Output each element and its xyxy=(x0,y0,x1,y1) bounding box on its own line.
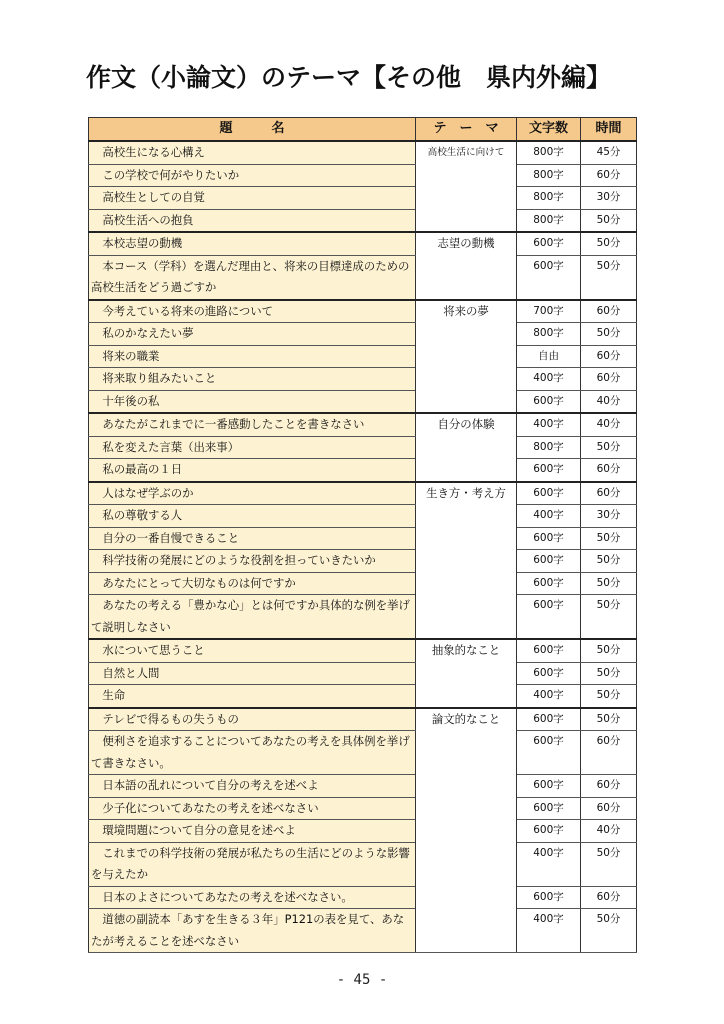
char-count-cell: 600字 xyxy=(517,459,581,482)
table-row xyxy=(89,527,637,550)
time-limit-cell: 60分 xyxy=(581,368,637,391)
table-row xyxy=(89,505,637,528)
theme-category-cell: 論文的なこと xyxy=(416,708,517,953)
theme-title-cell: 道徳の副読本「あすを生きる３年」P121の表を見て、あなたが考えることを述べなさい xyxy=(89,909,416,953)
time-limit-cell: 50分 xyxy=(581,572,637,595)
table-row xyxy=(89,209,637,232)
table-row xyxy=(89,345,637,368)
time-limit-cell: 40分 xyxy=(581,413,637,436)
time-limit-cell: 60分 xyxy=(581,459,637,482)
table-body xyxy=(89,141,637,953)
char-count-cell: 600字 xyxy=(517,255,581,300)
char-count-cell: 600字 xyxy=(517,550,581,573)
table-row xyxy=(89,436,637,459)
theme-title-cell: テレビで得るもの失うもの xyxy=(89,708,416,731)
table-row xyxy=(89,390,637,413)
time-limit-cell: 60分 xyxy=(581,300,637,323)
time-limit-cell: 50分 xyxy=(581,909,637,953)
char-count-cell: 600字 xyxy=(517,390,581,413)
theme-title-cell: 今考えている将来の進路について xyxy=(89,300,416,323)
char-count-cell: 400字 xyxy=(517,413,581,436)
char-count-cell: 600字 xyxy=(517,775,581,798)
theme-title-cell: 環境問題について自分の意見を述べよ xyxy=(89,820,416,843)
char-count-cell: 800字 xyxy=(517,209,581,232)
table-row xyxy=(89,842,637,886)
time-limit-cell: 50分 xyxy=(581,662,637,685)
time-limit-cell: 60分 xyxy=(581,164,637,187)
char-count-cell: 400字 xyxy=(517,685,581,708)
theme-title-cell: 便利さを追求することについてあなたの考えを具体例を挙げて書きなさい。 xyxy=(89,731,416,775)
time-limit-cell: 60分 xyxy=(581,797,637,820)
table-row xyxy=(89,187,637,210)
char-count-cell: 800字 xyxy=(517,323,581,346)
table-row xyxy=(89,482,637,505)
table-row xyxy=(89,662,637,685)
table-header-row xyxy=(89,118,637,142)
theme-title-cell: これまでの科学技術の発展が私たちの生活にどのような影響を与えたか xyxy=(89,842,416,886)
time-limit-cell: 45分 xyxy=(581,141,637,164)
time-limit-cell: 60分 xyxy=(581,482,637,505)
theme-title-cell: 私の最高の１日 xyxy=(89,459,416,482)
theme-title-cell: 本コース（学科）を選んだ理由と、将来の目標達成のための高校生活をどう過ごすか xyxy=(89,255,416,300)
time-limit-cell: 50分 xyxy=(581,209,637,232)
theme-category-cell: 生き方・考え方 xyxy=(416,482,517,640)
time-limit-cell: 50分 xyxy=(581,550,637,573)
header-theme: テ ー マ xyxy=(416,118,517,142)
table-row xyxy=(89,550,637,573)
theme-title-cell: 私を変えた言葉（出来事） xyxy=(89,436,416,459)
table-row xyxy=(89,164,637,187)
char-count-cell: 800字 xyxy=(517,187,581,210)
theme-category-cell: 将来の夢 xyxy=(416,300,517,414)
theme-title-cell: 水について思うこと xyxy=(89,639,416,662)
theme-title-cell: 日本のよさについてあなたの考えを述べなさい。 xyxy=(89,886,416,909)
table-row xyxy=(89,323,637,346)
time-limit-cell: 60分 xyxy=(581,345,637,368)
table-row xyxy=(89,708,637,731)
time-limit-cell: 30分 xyxy=(581,187,637,210)
theme-category-cell: 高校生活に向けて xyxy=(416,141,517,232)
theme-title-cell: 私の尊敬する人 xyxy=(89,505,416,528)
table-row xyxy=(89,595,637,640)
essay-theme-table xyxy=(88,117,637,953)
table-row xyxy=(89,731,637,775)
theme-title-cell: 十年後の私 xyxy=(89,390,416,413)
char-count-cell: 800字 xyxy=(517,141,581,164)
char-count-cell: 400字 xyxy=(517,909,581,953)
page-number: - 45 - xyxy=(336,972,388,988)
theme-title-cell: 高校生になる心構え xyxy=(89,141,416,164)
header-char-count: 文字数 xyxy=(517,118,581,142)
table-row xyxy=(89,232,637,255)
time-limit-cell: 40分 xyxy=(581,390,637,413)
theme-title-cell: 将来取り組みたいこと xyxy=(89,368,416,391)
char-count-cell: 600字 xyxy=(517,232,581,255)
theme-title-cell: あなたの考える「豊かな心」とは何ですか具体的な例を挙げて説明しなさい xyxy=(89,595,416,640)
header-title: 題 名 xyxy=(89,118,416,142)
time-limit-cell: 50分 xyxy=(581,527,637,550)
theme-title-cell: 自分の一番自慢できること xyxy=(89,527,416,550)
char-count-cell: 600字 xyxy=(517,662,581,685)
time-limit-cell: 50分 xyxy=(581,708,637,731)
theme-title-cell: 日本語の乱れについて自分の考えを述べよ xyxy=(89,775,416,798)
char-count-cell: 700字 xyxy=(517,300,581,323)
time-limit-cell: 50分 xyxy=(581,685,637,708)
table-row xyxy=(89,255,637,300)
table-row xyxy=(89,797,637,820)
time-limit-cell: 40分 xyxy=(581,820,637,843)
table-row xyxy=(89,775,637,798)
char-count-cell: 自由 xyxy=(517,345,581,368)
char-count-cell: 600字 xyxy=(517,731,581,775)
char-count-cell: 600字 xyxy=(517,797,581,820)
table-row xyxy=(89,639,637,662)
char-count-cell: 800字 xyxy=(517,436,581,459)
char-count-cell: 800字 xyxy=(517,164,581,187)
time-limit-cell: 50分 xyxy=(581,595,637,640)
header-time-limit: 時間 xyxy=(581,118,637,142)
theme-title-cell: この学校で何がやりたいか xyxy=(89,164,416,187)
char-count-cell: 600字 xyxy=(517,527,581,550)
table-row xyxy=(89,572,637,595)
time-limit-cell: 50分 xyxy=(581,255,637,300)
table-row xyxy=(89,459,637,482)
theme-title-cell: 自然と人間 xyxy=(89,662,416,685)
theme-category-cell: 志望の動機 xyxy=(416,232,517,300)
time-limit-cell: 50分 xyxy=(581,436,637,459)
time-limit-cell: 60分 xyxy=(581,775,637,798)
table-row xyxy=(89,141,637,164)
char-count-cell: 400字 xyxy=(517,842,581,886)
theme-title-cell: 私のかなえたい夢 xyxy=(89,323,416,346)
theme-title-cell: 生命 xyxy=(89,685,416,708)
theme-title-cell: 高校生としての自覚 xyxy=(89,187,416,210)
char-count-cell: 600字 xyxy=(517,482,581,505)
theme-title-cell: あなたがこれまでに一番感動したことを書きなさい xyxy=(89,413,416,436)
char-count-cell: 600字 xyxy=(517,639,581,662)
table-row xyxy=(89,413,637,436)
char-count-cell: 600字 xyxy=(517,886,581,909)
char-count-cell: 600字 xyxy=(517,572,581,595)
theme-title-cell: 少子化についてあなたの考えを述べなさい xyxy=(89,797,416,820)
time-limit-cell: 50分 xyxy=(581,639,637,662)
char-count-cell: 400字 xyxy=(517,505,581,528)
time-limit-cell: 60分 xyxy=(581,886,637,909)
table-row xyxy=(89,685,637,708)
time-limit-cell: 60分 xyxy=(581,731,637,775)
time-limit-cell: 50分 xyxy=(581,232,637,255)
char-count-cell: 600字 xyxy=(517,820,581,843)
table-row xyxy=(89,886,637,909)
time-limit-cell: 50分 xyxy=(581,323,637,346)
char-count-cell: 600字 xyxy=(517,595,581,640)
theme-title-cell: あなたにとって大切なものは何ですか xyxy=(89,572,416,595)
table-row xyxy=(89,368,637,391)
theme-category-cell: 自分の体験 xyxy=(416,413,517,482)
theme-title-cell: 科学技術の発展にどのような役割を担っていきたいか xyxy=(89,550,416,573)
char-count-cell: 600字 xyxy=(517,708,581,731)
page-title: 作文（小論文）のテーマ【その他 県内外編】 xyxy=(86,63,612,92)
time-limit-cell: 50分 xyxy=(581,842,637,886)
table-row xyxy=(89,300,637,323)
theme-title-cell: 人はなぜ学ぶのか xyxy=(89,482,416,505)
char-count-cell: 400字 xyxy=(517,368,581,391)
table-row xyxy=(89,820,637,843)
theme-title-cell: 将来の職業 xyxy=(89,345,416,368)
time-limit-cell: 30分 xyxy=(581,505,637,528)
theme-title-cell: 本校志望の動機 xyxy=(89,232,416,255)
theme-title-cell: 高校生活への抱負 xyxy=(89,209,416,232)
theme-category-cell: 抽象的なこと xyxy=(416,639,517,708)
table-row xyxy=(89,909,637,953)
